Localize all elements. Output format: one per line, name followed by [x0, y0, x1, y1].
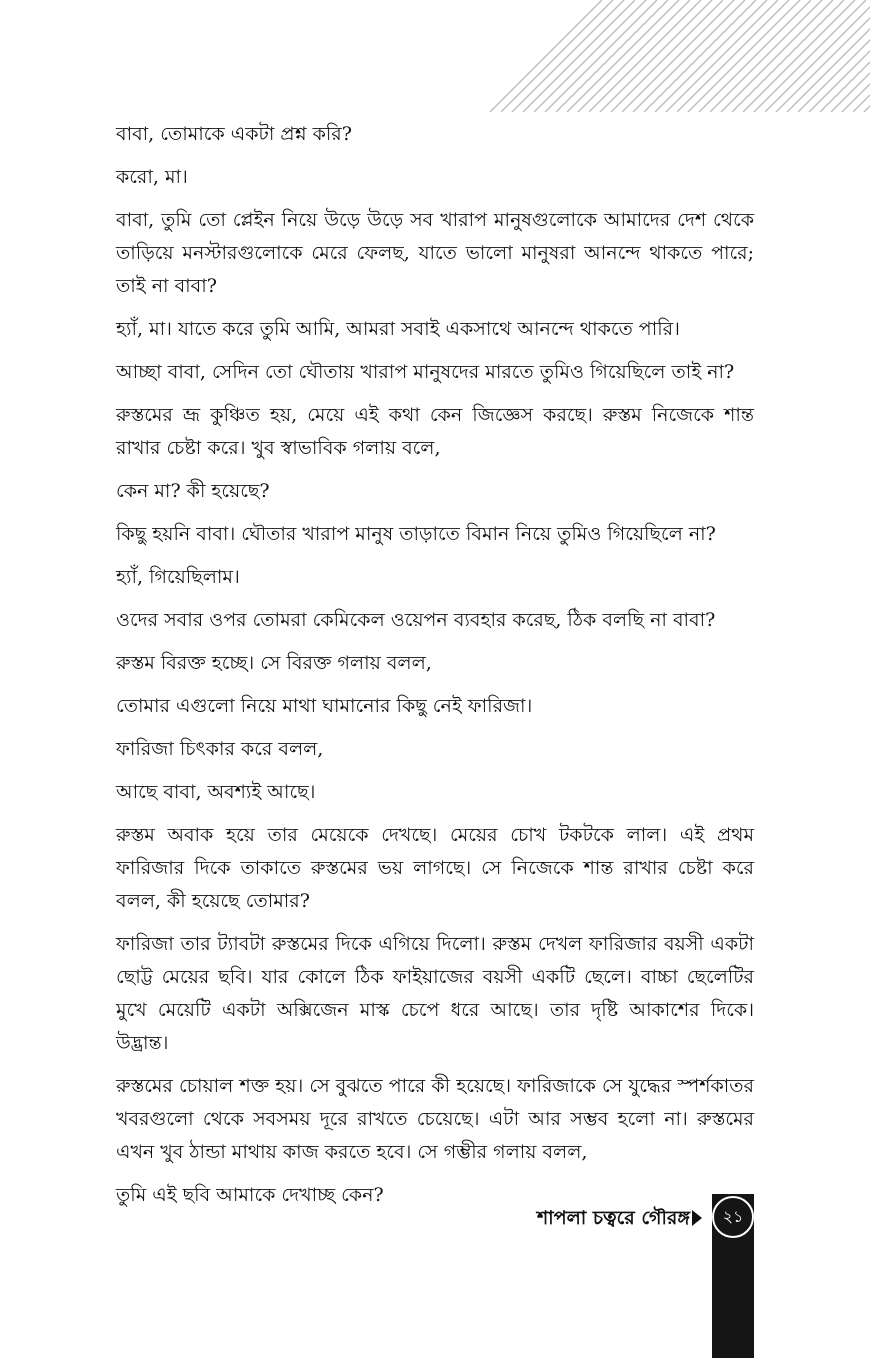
hatch-line	[776, 0, 870, 112]
hatch-line	[512, 0, 624, 112]
paragraph-6: রুস্তমের ভ্রূ কুঞ্চিত হয়, মেয়ে এই কথা কেন জিজ্ঞেস করছে। রুস্তম নিজেকে শান্ত রাখার চেষ্টা করে। খুব স্বাভাবিক গলায় বলে,	[116, 404, 754, 459]
paragraph-12: তোমার এগুলো নিয়ে মাথা ঘামানোর কিছু নেই ফারিজা।	[116, 695, 533, 717]
hatch-line	[578, 0, 690, 112]
hatch-line	[633, 0, 745, 112]
paragraph-1: বাবা, তোমাকে একটা প্রশ্ন করি?	[116, 123, 352, 145]
paragraph-10: ওদের সবার ওপর তোমরা কেমিকেল ওয়েপন ব্যবহার করেছ, ঠিক বলছি না বাবা?	[116, 609, 716, 631]
page-body	[116, 118, 754, 1222]
hatch-line	[754, 0, 866, 112]
paragraph-8: কিছু হয়নি বাবা। ঘৌতার খারাপ মানুষ তাড়াতে বিমান নিয়ে তুমিও গিয়েছিলে না?	[116, 523, 716, 545]
hatch-line	[677, 0, 789, 112]
hatch-line	[853, 0, 870, 112]
paragraph-17: রুস্তমের চোয়াল শক্ত হয়। সে বুঝতে পারে কী হয়েছে। ফারিজাকে সে যুদ্ধের স্পর্শকাতর খবরগুলো থেকে সবসময় দূরে রাখতে চেয়েছে। এটা আর সম্ভব হলো না। রুস্তমের এখন খুব ঠান্ডা মাথায় কাজ করতে হবে। সে গম্ভীর গলায় বলল,	[116, 1075, 754, 1163]
hatch-line	[721, 0, 833, 112]
book-title: শাপলা চত্বরে গৌরঙ্গ	[536, 1207, 690, 1229]
hatch-line	[688, 0, 800, 112]
hatch-line	[567, 0, 679, 112]
hatch-line	[622, 0, 734, 112]
hatch-line	[490, 0, 602, 112]
hatch-line	[589, 0, 701, 112]
hatch-line	[710, 0, 822, 112]
hatch-line	[666, 0, 778, 112]
paragraph-15: রুস্তম অবাক হয়ে তার মেয়েকে দেখছে। মেয়ের চোখ টকটকে লাল। এই প্রথম ফারিজার দিকে তাকাতে রুস্তমের ভয় লাগছে। সে নিজেকে শান্ত রাখার চেষ্টা করে বলল, কী হয়েছে তোমার?	[116, 824, 754, 912]
paragraph-11: রুস্তম বিরক্ত হচ্ছে। সে বিরক্ত গলায় বলল,	[116, 652, 432, 674]
paragraph-7: কেন মা? কী হয়েছে?	[116, 480, 270, 502]
paragraph-5: আচ্ছা বাবা, সেদিন তো ঘৌতায় খারাপ মানুষদের মারতে তুমিও গিয়েছিলে তাই না?	[116, 361, 735, 383]
paragraph-14: আছে বাবা, অবশ্যই আছে।	[116, 781, 316, 803]
page-number: ২১	[712, 1196, 754, 1238]
paragraph-13: ফারিজা চিৎকার করে বলল,	[116, 738, 324, 760]
hatch-line	[743, 0, 855, 112]
paragraph-16: ফারিজা তার ট্যাবটা রুস্তমের দিকে এগিয়ে দিলো। রুস্তম দেখল ফারিজার বয়সী একটা ছোট্ট মেয়ের ছবি। যার কোলে ঠিক ফাইয়াজের বয়সী একটি ছেলে। বাচ্চা ছেলেটির মুখে মেয়েটি একটা অক্সিজেন মাস্ক চেপে ধরে আছে। তার দৃষ্টি আকাশের দিকে। উদ্ভ্রান্ত।	[116, 933, 754, 1054]
hatch-line	[501, 0, 613, 112]
hatch-decoration	[490, 0, 870, 112]
paragraph-2: করো, মা।	[116, 166, 188, 188]
paragraph-3: বাবা, তুমি তো প্লেইন নিয়ে উড়ে উড়ে সব খারাপ মানুষগুলোকে আমাদের দেশ থেকে তাড়িয়ে মনস্টারগুলোকে মেরে ফেলছ, যাতে ভালো মানুষরা আনন্দে থাকতে পারে; তাই না বাবা?	[116, 209, 754, 297]
hatch-line	[699, 0, 811, 112]
hatch-line	[545, 0, 657, 112]
paragraph-9: হ্যাঁ, গিয়েছিলাম।	[116, 566, 240, 588]
hatch-line	[644, 0, 756, 112]
hatch-line	[534, 0, 646, 112]
page-footer	[0, 1194, 870, 1358]
triangle-right-icon	[692, 1210, 702, 1226]
hatch-line	[655, 0, 767, 112]
hatch-line	[556, 0, 668, 112]
paragraph-18: তুমি এই ছবি আমাকে দেখাচ্ছ কেন?	[116, 1184, 384, 1206]
hatch-line	[611, 0, 723, 112]
hatch-line	[523, 0, 635, 112]
hatch-line	[732, 0, 844, 112]
hatch-line	[600, 0, 712, 112]
paragraph-4: হ্যাঁ, মা। যাতে করে তুমি আমি, আমরা সবাই একসাথে আনন্দে থাকতে পারি।	[116, 318, 680, 340]
